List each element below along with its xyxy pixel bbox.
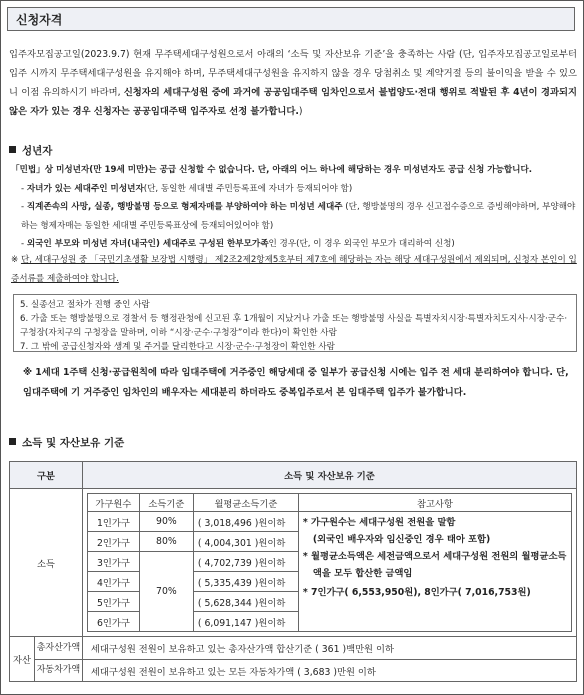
income-asset-table — [9, 461, 577, 682]
asset-label: 자산 — [10, 637, 35, 681]
asset-car-text: 세대구성원 전원이 보유하고 있는 모든 자동차가액 ( 3,683 )만원 이하 — [82, 660, 576, 682]
household-split-note: ※ 1세대 1주택 신청·공급원칙에 따라 임대주택에 거주중인 해당세대 중 일부가 공급신청 시에는 입주 전 세대 분리하여야 합니다. 단, 임대주택에 기 거주중인 임차인의 배우자는 세대분리 하더라도 중복입주로서 본 임대주택 입주가 불가합니다. — [23, 367, 569, 398]
minor-item-1: - 자녀가 있는 세대주인 미성년자(단, 동일한 세대별 주민등록표에 자녀가 등재되어야 함) — [21, 183, 353, 194]
criteria-line-7: 7. 그 밖에 공급신청자와 생계 및 주거를 달리한다고 시장·군수·구청장이 확인한 사람 — [20, 342, 335, 352]
minor-heading-text: 성년자 — [22, 145, 53, 157]
section-title: 신청자격 — [7, 7, 575, 31]
square-bullet-icon — [9, 438, 16, 445]
row-amount: ( 5,628,344 )원이하 — [193, 592, 298, 612]
row-amount: ( 4,004,301 )원이하 — [193, 532, 298, 552]
minor-item-2: - 직계존속의 사망, 실종, 행방불명 등으로 형제자매를 부양하여야 하는 미성년 세대주 (단, 행방불명의 경우 신고접수증으로 증빙해야하며, 부양해야하는 형제자매는 동일한 세대별 주민등록표상에 등재되어있어야 함) — [21, 202, 576, 231]
col-household-size: 가구원수 — [87, 494, 139, 512]
row-size: 4인가구 — [87, 572, 139, 592]
income-section-heading — [9, 435, 124, 450]
intro-bold-text: 신청자의 세대구성원 중에 과거에 공공임대주택 임차인으로서 불법양도·전대 행위로 적발된 후 4년이 경과되지 않은 자가 있는 경우 신청자는 공공임대주택 입주자로 선정 불가합니다. — [9, 87, 577, 117]
minor-item-3-rest: 인 경우(단, 이 경우 외국인 부모가 대리하여 신청) — [268, 239, 455, 249]
col-notes: 참고사항 — [298, 494, 571, 512]
row-size: 5인가구 — [87, 592, 139, 612]
income-label: 소득 — [10, 489, 83, 637]
intro-end: ) — [298, 106, 303, 117]
row-amount: ( 4,702,739 )원이하 — [193, 552, 298, 572]
note-line-1: * 가구원수는 세대구성원 전원을 말함 — [302, 517, 456, 528]
note-line-3: * 월평균소득액은 세전금액으로서 세대구성원 전원의 월평균소득액을 모두 합산한 금액임 — [302, 551, 567, 579]
exclusion-note-text: 단, 세대구성원 중 「국민기초생활 보장법 시행령」 제2조2제2항제5호부터 제7호에 해당하는 자는 해당 세대구성원에서 제외되며, 신청자 본인이 입증서류를 제출하여야 합니다. — [11, 255, 577, 284]
row-amount: ( 3,018,496 )원이하 — [193, 512, 298, 532]
intro-paragraph — [9, 45, 577, 121]
intro-text: 입주자모집공고일(2023.9.7) 현재 무주택세대구성원으로서 아래의 ‘소득 및 자산보유 기준’을 충족하는 사람 (단, 입주자모집공고일로부터 입주 시까지 무주택세대구성원을 유지해야 하며, 무주택세대구성원을 유지하지 않을 경우 당첨취소 및 계약거절 등의 불이익을 받을 수 있으니 이점 유의하시기 바라며, — [9, 49, 577, 98]
income-heading-text: 소득 및 자산보유 기준 — [22, 437, 125, 449]
minor-item-2-rest: (단, 행방불명의 경우 신고접수증으로 증빙해야하며, 부양해야하는 형제자매는 동일한 세대별 주민등록표상에 등재되어있어야 함) — [21, 202, 576, 231]
minor-item-2-bold: 직계존속의 사망, 실종, 행방불명 등으로 형제자매를 부양하여야 하는 미성년 세대주 — [26, 202, 343, 212]
minor-conditions — [11, 161, 577, 254]
row-pct: 90% — [139, 512, 193, 532]
income-inner-table — [87, 493, 572, 632]
row-size: 1인가구 — [87, 512, 139, 532]
note-mark: ※ — [11, 255, 21, 265]
note-line-2: (외국인 배우자와 임신중인 경우 태아 포함) — [312, 534, 491, 545]
asset-label-cell — [10, 637, 83, 682]
minor-item-1-bold: 자녀가 있는 세대주인 미성년자 — [26, 183, 144, 194]
asset-total-label: 총자산가액 — [35, 637, 82, 660]
row-amount: ( 5,335,439 )원이하 — [193, 572, 298, 592]
row-pct: 70% — [139, 552, 193, 632]
minor-item-3-bold: 외국인 부모와 미성년 자녀(내국인) 세대주로 구성된 한부모가족 — [26, 239, 269, 249]
criteria-line-6: 6. 가출 또는 행방불명으로 경찰서 등 행정관청에 신고된 후 1개월이 지났거나 가출 또는 행방불명 사실을 특별자치시장·특별자치도지사·시장·군수·구청장(자치구의 구청장을 말하며, 이하 “시장·군수·구청장”이라 한다)이 확인한 사람 — [20, 314, 568, 338]
asset-car-label: 자동차가액 — [36, 665, 81, 675]
criteria-line-5: 5. 실종선고 절차가 진행 중인 사람 — [20, 300, 150, 310]
exclusion-criteria-box — [13, 294, 577, 352]
note-line-4: * 7인가구( 6,553,950원), 8인가구( 7,016,753원) — [302, 587, 531, 598]
row-size: 3인가구 — [87, 552, 139, 572]
row-pct: 80% — [139, 532, 193, 552]
row-amount: ( 6,091,147 )원이하 — [193, 612, 298, 632]
minor-section-heading — [9, 143, 52, 158]
income-cell — [82, 489, 576, 637]
minor-item-1-rest: (단, 동일한 세대별 주민등록표에 자녀가 등재되어야 함) — [143, 183, 353, 194]
col-monthly-income: 월평균소득기준 — [193, 494, 298, 512]
asset-total-text: 세대구성원 전원이 보유하고 있는 총자산가액 합산기준 ( 361 )백만원 이하 — [82, 637, 576, 660]
header-standard: 소득 및 자산보유 기준 — [82, 462, 576, 489]
minor-item-3: - 외국인 부모와 미성년 자녀(내국인) 세대주로 구성된 한부모가족인 경우(단, 이 경우 외국인 부모가 대리하여 신청) — [21, 239, 455, 249]
row-size: 2인가구 — [87, 532, 139, 552]
col-income-pct: 소득기준 — [139, 494, 193, 512]
header-category: 구분 — [10, 462, 83, 489]
minor-lead: 「민법」상 미성년자(만 19세 미만)는 공급 신청할 수 없습니다. 단, 아래의 어느 하나에 해당하는 경우 미성년자도 공급 신청 가능합니다. — [11, 165, 533, 175]
exclusion-note — [11, 251, 577, 289]
square-bullet-icon — [9, 146, 16, 153]
row-size: 6인가구 — [87, 612, 139, 632]
notes-cell — [298, 512, 571, 632]
